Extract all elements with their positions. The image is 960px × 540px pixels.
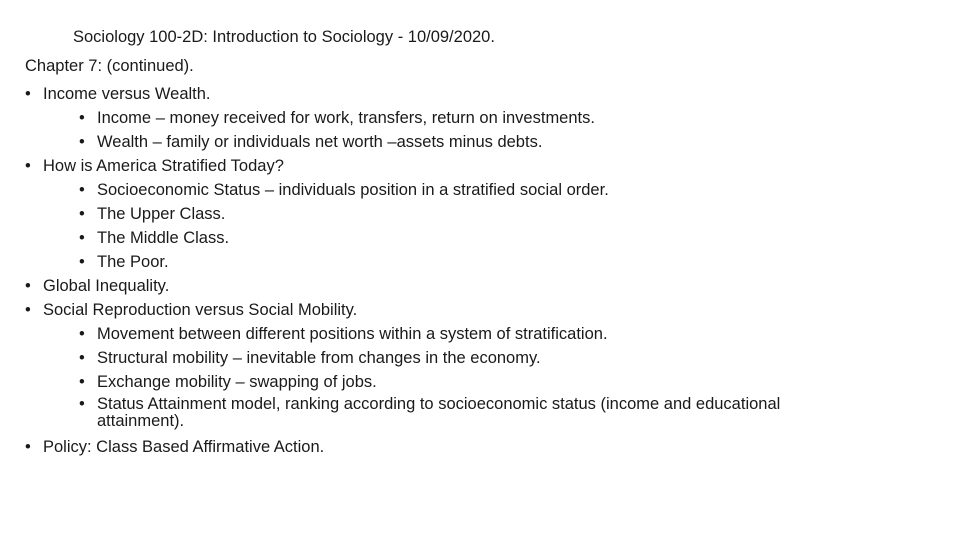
sub-item xyxy=(43,252,925,272)
sub-item-text: The Poor. xyxy=(97,253,169,271)
sub-item-text: Income – money received for work, transfers, return on investments. xyxy=(97,109,595,127)
outline-item xyxy=(25,300,925,430)
bullet-icon: • xyxy=(79,373,85,391)
sub-item xyxy=(43,228,925,248)
outline-item-text: How is America Stratified Today? xyxy=(43,157,284,175)
outline-item xyxy=(25,276,925,296)
bullet-icon: • xyxy=(25,157,31,175)
bullet-icon: • xyxy=(25,277,31,295)
sub-item-text: Socioeconomic Status – individuals position in a stratified social order. xyxy=(97,181,609,199)
sub-item xyxy=(43,180,925,200)
sub-item-text: Movement between different positions within a system of stratification. xyxy=(97,325,608,343)
sub-item-text: Exchange mobility – swapping of jobs. xyxy=(97,373,377,391)
outline-item-text: Global Inequality. xyxy=(43,277,170,295)
bullet-icon: • xyxy=(79,349,85,367)
sub-list xyxy=(43,180,925,272)
sub-item-text: Status Attainment model, ranking according to socioeconomic status (income and educational attainment). xyxy=(97,395,781,430)
outline-item-text: Policy: Class Based Affirmative Action. xyxy=(43,438,325,456)
bullet-icon: • xyxy=(79,229,85,247)
outline-item-text: Social Reproduction versus Social Mobility. xyxy=(43,301,358,319)
bullet-icon: • xyxy=(79,181,85,199)
bullet-icon: • xyxy=(79,205,85,223)
sub-item xyxy=(43,204,925,224)
bullet-icon: • xyxy=(79,253,85,271)
sub-item-text: The Middle Class. xyxy=(97,229,230,247)
sub-item xyxy=(43,396,925,430)
bullet-icon: • xyxy=(79,109,85,127)
outline-item-text: Income versus Wealth. xyxy=(43,85,211,103)
sub-item xyxy=(43,132,925,152)
bullet-icon: • xyxy=(25,301,31,319)
sub-item xyxy=(43,372,925,392)
outline-item xyxy=(25,84,925,152)
sub-list xyxy=(43,324,925,430)
sub-item-text: Wealth – family or individuals net worth –assets minus debts. xyxy=(97,133,543,151)
outline-list xyxy=(25,84,925,461)
page-title: Sociology 100-2D: Introduction to Sociology - 10/09/2020. xyxy=(73,28,495,46)
sub-list xyxy=(43,108,925,152)
sub-item-text: The Upper Class. xyxy=(97,205,226,223)
bullet-icon: • xyxy=(79,133,85,151)
sub-item-text: Structural mobility – inevitable from changes in the economy. xyxy=(97,349,541,367)
outline-item xyxy=(25,437,925,457)
bullet-icon: • xyxy=(79,395,85,413)
sub-item xyxy=(43,348,925,368)
bullet-icon: • xyxy=(25,85,31,103)
outline-item xyxy=(25,156,925,272)
bullet-icon: • xyxy=(25,438,31,456)
sub-item xyxy=(43,108,925,128)
bullet-icon: • xyxy=(79,325,85,343)
chapter-heading: Chapter 7: (continued). xyxy=(25,57,194,75)
sub-item xyxy=(43,324,925,344)
